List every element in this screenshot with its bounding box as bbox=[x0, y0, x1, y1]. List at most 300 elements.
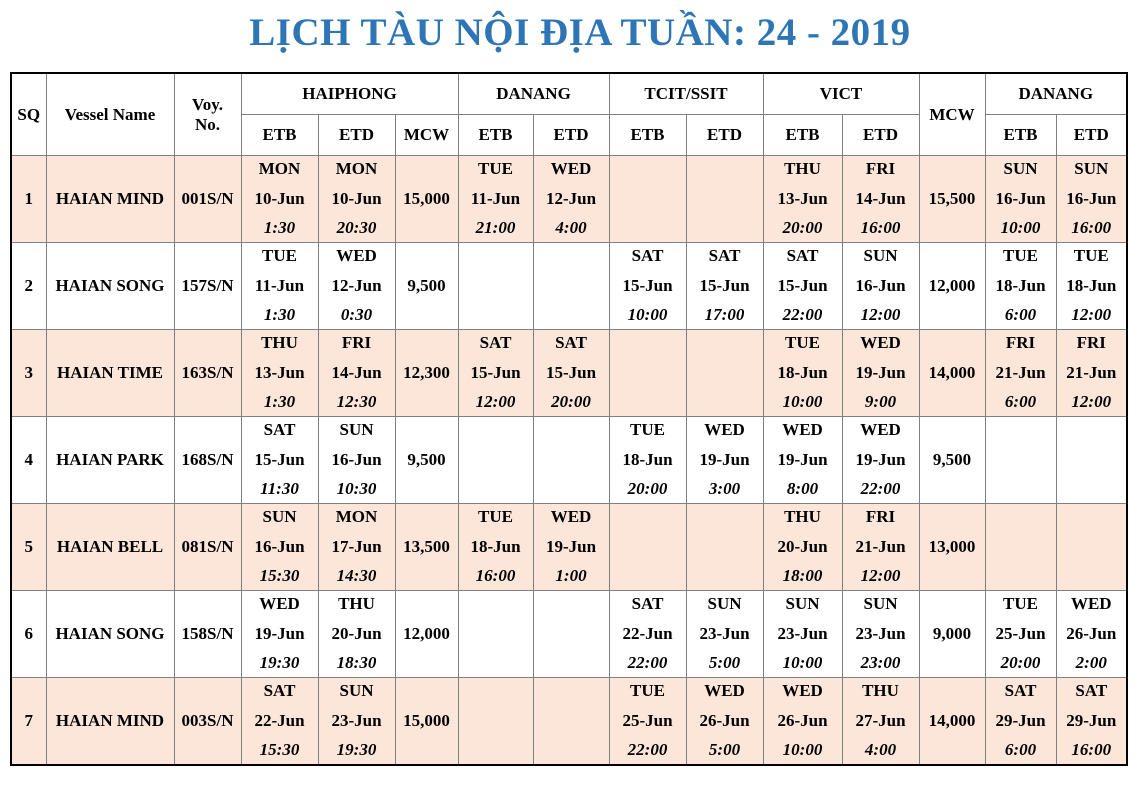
col-header-sq: SQ bbox=[11, 73, 46, 156]
haiphong-etb-day: SAT bbox=[263, 420, 296, 439]
danang-etb-day: TUE bbox=[478, 159, 513, 178]
vessel-name: HAIAN BELL bbox=[56, 537, 164, 556]
danang-etd-time: 4:00 bbox=[555, 218, 587, 238]
voy-label-line1: Voy. bbox=[191, 94, 224, 114]
table-row bbox=[11, 243, 1127, 330]
voyage-number: 158S/N bbox=[181, 624, 234, 643]
danang-etd-cell bbox=[533, 330, 609, 417]
tcit-etb-day: SAT bbox=[631, 246, 664, 265]
danang-etd-day: WED bbox=[550, 159, 592, 178]
tcit-etb-day: TUE bbox=[630, 420, 665, 439]
vict-etd-day: SUN bbox=[863, 594, 898, 613]
danang-etb-day: SAT bbox=[479, 333, 512, 352]
tcit-etd-day: WED bbox=[704, 681, 745, 700]
tcit-etd-time: 3:00 bbox=[708, 479, 741, 499]
row-sq-cell bbox=[11, 591, 46, 678]
haiphong-mcw-cell bbox=[395, 156, 458, 243]
tcit-etd-cell bbox=[686, 504, 763, 591]
vict-etb-date: 23-Jun bbox=[777, 623, 828, 643]
haiphong-mcw: 12,000 bbox=[403, 624, 450, 643]
haiphong-etd-date: 20-Jun bbox=[331, 623, 382, 643]
row-sq-cell bbox=[11, 330, 46, 417]
danang2-etd-date: 26-Jun bbox=[1066, 623, 1117, 643]
row-sq: 1 bbox=[24, 189, 33, 208]
vict-etb-cell bbox=[763, 243, 842, 330]
tcit-etb-date: 15-Jun bbox=[622, 275, 673, 295]
voyage-number-cell bbox=[174, 417, 241, 504]
danang2-etd-date: 16-Jun bbox=[1066, 188, 1117, 208]
haiphong-etb-day: MON bbox=[258, 159, 301, 178]
vessel-name: HAIAN MIND bbox=[55, 711, 165, 730]
haiphong-etd-cell bbox=[318, 591, 395, 678]
tcit-etb-date: 25-Jun bbox=[622, 710, 673, 730]
tcit-etd-date: 15-Jun bbox=[699, 275, 750, 295]
haiphong-etb-date: 16-Jun bbox=[254, 536, 305, 556]
col-header-etd: ETD bbox=[533, 115, 609, 156]
col-header-voy bbox=[174, 73, 241, 156]
danang-etb-time: 12:00 bbox=[475, 392, 516, 412]
vict-etb-cell bbox=[763, 504, 842, 591]
danang-etb-cell bbox=[458, 243, 533, 330]
danang2-etb-cell bbox=[985, 417, 1056, 504]
header-row-groups bbox=[11, 73, 1127, 115]
danang-etd-day: SAT bbox=[555, 333, 587, 352]
tcit-etb-time: 20:00 bbox=[627, 479, 668, 499]
tcit-etd-date: 26-Jun bbox=[699, 710, 750, 730]
haiphong-etd-cell bbox=[318, 417, 395, 504]
haiphong-etb-time: 1:30 bbox=[263, 218, 296, 238]
haiphong-etd-cell bbox=[318, 678, 395, 766]
haiphong-etd-date: 12-Jun bbox=[331, 275, 382, 295]
haiphong-etd-time: 14:30 bbox=[336, 566, 377, 586]
danang2-etd-day: WED bbox=[1070, 594, 1112, 613]
col-header-vessel: Vessel Name bbox=[46, 73, 174, 156]
danang2-etd-cell bbox=[1056, 417, 1127, 504]
danang-etd-date: 19-Jun bbox=[545, 536, 597, 556]
tcit-etb-time: 22:00 bbox=[627, 653, 668, 673]
haiphong-etd-day: THU bbox=[338, 594, 375, 613]
vict-etd-date: 23-Jun bbox=[855, 623, 906, 643]
vict-etb-date: 19-Jun bbox=[777, 449, 828, 469]
tcit-etd-cell bbox=[686, 243, 763, 330]
danang2-etd-time: 12:00 bbox=[1071, 305, 1112, 325]
vict-etd-cell bbox=[842, 417, 919, 504]
vessel-name: HAIAN PARK bbox=[56, 450, 164, 469]
haiphong-etb-cell bbox=[241, 417, 318, 504]
tcit-etd-time: 5:00 bbox=[708, 740, 741, 760]
table-row bbox=[11, 330, 1127, 417]
danang-etb-cell bbox=[458, 504, 533, 591]
danang2-etb-time: 10:00 bbox=[1000, 218, 1041, 238]
haiphong-etb-cell bbox=[241, 678, 318, 766]
voyage-number-cell bbox=[174, 330, 241, 417]
mcw-cell bbox=[919, 156, 985, 243]
danang-etd-time: 1:00 bbox=[555, 566, 587, 586]
haiphong-etd-cell bbox=[318, 330, 395, 417]
vict-etd-day: THU bbox=[862, 681, 899, 700]
vict-etd-cell bbox=[842, 243, 919, 330]
tcit-etb-cell bbox=[609, 678, 686, 766]
vict-etd-cell bbox=[842, 678, 919, 766]
danang2-etb-cell bbox=[985, 330, 1056, 417]
col-header-etb: ETB bbox=[458, 115, 533, 156]
danang-etb-date: 15-Jun bbox=[470, 362, 521, 382]
vessel-name-cell bbox=[46, 504, 174, 591]
danang2-etd-time: 16:00 bbox=[1071, 218, 1112, 238]
haiphong-etb-day: SAT bbox=[263, 681, 296, 700]
tcit-etb-time: 10:00 bbox=[627, 305, 668, 325]
tcit-etb-date: 22-Jun bbox=[622, 623, 673, 643]
tcit-etd-date: 23-Jun bbox=[699, 623, 750, 643]
haiphong-mcw-cell bbox=[395, 243, 458, 330]
voyage-number-cell bbox=[174, 591, 241, 678]
danang-etb-cell bbox=[458, 591, 533, 678]
vict-etd-date: 19-Jun bbox=[855, 449, 906, 469]
tcit-etd-time: 17:00 bbox=[704, 305, 745, 325]
tcit-etd-day: SUN bbox=[707, 594, 742, 613]
danang2-etd-cell bbox=[1056, 156, 1127, 243]
tcit-etb-day: SAT bbox=[631, 594, 664, 613]
danang2-etb-day: TUE bbox=[1003, 594, 1038, 613]
haiphong-mcw: 15,000 bbox=[403, 189, 450, 208]
danang2-etd-day: SAT bbox=[1075, 681, 1108, 700]
group-header-tcit: TCIT/SSIT bbox=[609, 73, 763, 115]
tcit-etd-time: 5:00 bbox=[708, 653, 741, 673]
haiphong-mcw: 12,300 bbox=[403, 363, 450, 382]
haiphong-etd-cell bbox=[318, 243, 395, 330]
vict-etd-cell bbox=[842, 591, 919, 678]
vict-etd-time: 22:00 bbox=[860, 479, 901, 499]
danang2-etd-date: 18-Jun bbox=[1066, 275, 1117, 295]
haiphong-etb-date: 11-Jun bbox=[254, 275, 305, 295]
danang2-etb-date: 16-Jun bbox=[995, 188, 1046, 208]
haiphong-etd-day: SUN bbox=[339, 681, 374, 700]
col-header-mcw: MCW bbox=[919, 73, 985, 156]
col-header-etd: ETD bbox=[686, 115, 763, 156]
tcit-etd-cell bbox=[686, 678, 763, 766]
danang2-etd-day: TUE bbox=[1073, 246, 1109, 265]
voyage-number: 157S/N bbox=[181, 276, 234, 295]
danang2-etb-cell bbox=[985, 243, 1056, 330]
haiphong-etd-time: 12:30 bbox=[336, 392, 377, 412]
col-header-etd: ETD bbox=[318, 115, 395, 156]
vict-etd-date: 16-Jun bbox=[855, 275, 906, 295]
mcw-cell bbox=[919, 678, 985, 766]
vessel-name-cell bbox=[46, 156, 174, 243]
vict-etd-date: 19-Jun bbox=[855, 362, 906, 382]
vict-etd-time: 23:00 bbox=[860, 653, 901, 673]
tcit-etb-cell bbox=[609, 243, 686, 330]
mcw: 14,000 bbox=[928, 363, 976, 382]
haiphong-etb-date: 10-Jun bbox=[254, 188, 305, 208]
group-header-danang-2: DANANG bbox=[985, 73, 1127, 115]
haiphong-etd-date: 23-Jun bbox=[331, 710, 382, 730]
vict-etb-day: SUN bbox=[785, 594, 820, 613]
vict-etb-time: 10:00 bbox=[782, 392, 823, 412]
vict-etd-cell bbox=[842, 156, 919, 243]
danang-etd-cell bbox=[533, 678, 609, 766]
vict-etd-date: 21-Jun bbox=[855, 536, 906, 556]
vessel-name: HAIAN SONG bbox=[55, 276, 165, 295]
vessel-name-cell bbox=[46, 330, 174, 417]
mcw: 13,000 bbox=[928, 537, 976, 556]
row-sq: 6 bbox=[24, 624, 33, 643]
danang-etd-cell bbox=[533, 591, 609, 678]
vict-etb-day: WED bbox=[782, 420, 823, 439]
table-row bbox=[11, 156, 1127, 243]
danang2-etb-cell bbox=[985, 678, 1056, 766]
haiphong-etb-cell bbox=[241, 243, 318, 330]
mcw-cell bbox=[919, 243, 985, 330]
voyage-number: 168S/N bbox=[181, 450, 234, 469]
danang2-etd-day: FRI bbox=[1076, 333, 1106, 352]
haiphong-etd-day: FRI bbox=[341, 333, 372, 352]
haiphong-etb-cell bbox=[241, 504, 318, 591]
tcit-etb-cell bbox=[609, 591, 686, 678]
haiphong-etb-cell bbox=[241, 330, 318, 417]
haiphong-etb-date: 13-Jun bbox=[254, 362, 305, 382]
danang2-etb-day: SUN bbox=[1003, 159, 1038, 178]
haiphong-etb-cell bbox=[241, 591, 318, 678]
danang2-etb-time: 6:00 bbox=[1004, 740, 1037, 760]
row-sq: 5 bbox=[24, 537, 33, 556]
vict-etd-day: SUN bbox=[863, 246, 898, 265]
danang2-etd-cell bbox=[1056, 591, 1127, 678]
row-sq-cell bbox=[11, 417, 46, 504]
voyage-number-cell bbox=[174, 243, 241, 330]
vict-etb-cell bbox=[763, 591, 842, 678]
tcit-etb-cell bbox=[609, 504, 686, 591]
vict-etb-cell bbox=[763, 330, 842, 417]
mcw-cell bbox=[919, 417, 985, 504]
danang-etd-date: 12-Jun bbox=[545, 188, 597, 208]
schedule-table bbox=[10, 72, 1128, 766]
voyage-number-cell bbox=[174, 156, 241, 243]
haiphong-mcw: 9,500 bbox=[407, 450, 446, 469]
mcw: 9,000 bbox=[932, 624, 972, 643]
schedule-body bbox=[11, 156, 1127, 766]
danang2-etb-cell bbox=[985, 156, 1056, 243]
danang2-etd-time: 2:00 bbox=[1075, 653, 1107, 673]
tcit-etd-day: SAT bbox=[708, 246, 741, 265]
danang-etb-date: 18-Jun bbox=[470, 536, 521, 556]
vict-etd-time: 12:00 bbox=[860, 305, 901, 325]
danang2-etb-time: 20:00 bbox=[1000, 653, 1041, 673]
vict-etb-cell bbox=[763, 417, 842, 504]
danang2-etd-cell bbox=[1056, 243, 1127, 330]
danang-etd-cell bbox=[533, 156, 609, 243]
vict-etb-time: 10:00 bbox=[782, 740, 823, 760]
vict-etb-day: THU bbox=[784, 507, 821, 526]
vict-etb-date: 20-Jun bbox=[777, 536, 828, 556]
table-row bbox=[11, 504, 1127, 591]
haiphong-mcw-cell bbox=[395, 504, 458, 591]
haiphong-etb-time: 19:30 bbox=[259, 653, 300, 673]
danang-etd-day: WED bbox=[550, 507, 592, 526]
haiphong-etb-day: SUN bbox=[262, 507, 297, 526]
vict-etb-date: 13-Jun bbox=[777, 188, 828, 208]
haiphong-etb-day: TUE bbox=[262, 246, 297, 265]
danang2-etd-time: 12:00 bbox=[1071, 392, 1112, 412]
tcit-etd-day: WED bbox=[704, 420, 745, 439]
vict-etd-time: 12:00 bbox=[860, 566, 901, 586]
vict-etd-day: WED bbox=[860, 420, 901, 439]
haiphong-mcw-cell bbox=[395, 330, 458, 417]
row-sq: 2 bbox=[24, 276, 33, 295]
tcit-etd-date: 19-Jun bbox=[699, 449, 750, 469]
danang2-etb-date: 18-Jun bbox=[995, 275, 1046, 295]
row-sq-cell bbox=[11, 156, 46, 243]
haiphong-etd-time: 0:30 bbox=[340, 305, 373, 325]
vessel-name-cell bbox=[46, 243, 174, 330]
mcw: 15,500 bbox=[928, 189, 976, 208]
col-header-mcw: MCW bbox=[395, 115, 458, 156]
tcit-etb-time: 22:00 bbox=[627, 740, 668, 760]
vessel-name-cell bbox=[46, 591, 174, 678]
vict-etd-time: 4:00 bbox=[864, 740, 897, 760]
vict-etb-date: 18-Jun bbox=[777, 362, 828, 382]
vict-etb-time: 8:00 bbox=[786, 479, 819, 499]
danang2-etb-date: 25-Jun bbox=[995, 623, 1046, 643]
danang2-etd-day: SUN bbox=[1074, 159, 1109, 178]
haiphong-etd-day: WED bbox=[336, 246, 377, 265]
danang-etd-date: 15-Jun bbox=[545, 362, 597, 382]
tcit-etb-date: 18-Jun bbox=[622, 449, 673, 469]
vict-etb-time: 22:00 bbox=[782, 305, 823, 325]
row-sq-cell bbox=[11, 504, 46, 591]
table-row bbox=[11, 417, 1127, 504]
mcw: 9,500 bbox=[932, 450, 972, 469]
row-sq: 4 bbox=[24, 450, 33, 469]
vict-etd-date: 14-Jun bbox=[855, 188, 906, 208]
haiphong-etb-cell bbox=[241, 156, 318, 243]
vessel-name-cell bbox=[46, 417, 174, 504]
page-title: LỊCH TÀU NỘI ĐỊA TUẦN: 24 - 2019 bbox=[249, 11, 911, 54]
vict-etb-time: 20:00 bbox=[782, 218, 823, 238]
haiphong-etb-time: 15:30 bbox=[259, 740, 300, 760]
danang-etb-cell bbox=[458, 417, 533, 504]
group-header-danang: DANANG bbox=[458, 73, 609, 115]
vict-etd-day: FRI bbox=[865, 159, 896, 178]
mcw-cell bbox=[919, 504, 985, 591]
tcit-etb-cell bbox=[609, 330, 686, 417]
vict-etd-cell bbox=[842, 330, 919, 417]
vict-etb-cell bbox=[763, 678, 842, 766]
vessel-name: HAIAN SONG bbox=[55, 624, 165, 643]
vict-etb-date: 15-Jun bbox=[777, 275, 828, 295]
vict-etd-day: FRI bbox=[865, 507, 896, 526]
haiphong-etb-time: 15:30 bbox=[259, 566, 300, 586]
voyage-number: 163S/N bbox=[181, 363, 234, 382]
vict-etd-time: 9:00 bbox=[864, 392, 897, 412]
danang-etb-cell bbox=[458, 330, 533, 417]
danang-etb-day: TUE bbox=[478, 507, 513, 526]
vict-etb-cell bbox=[763, 156, 842, 243]
danang-etb-time: 21:00 bbox=[475, 218, 516, 238]
row-sq-cell bbox=[11, 678, 46, 766]
group-header-vict: VICT bbox=[763, 73, 919, 115]
voyage-number-cell bbox=[174, 678, 241, 766]
danang2-etb-cell bbox=[985, 504, 1056, 591]
tcit-etd-cell bbox=[686, 591, 763, 678]
table-row bbox=[11, 591, 1127, 678]
col-header-etb: ETB bbox=[985, 115, 1056, 156]
haiphong-etd-date: 14-Jun bbox=[331, 362, 382, 382]
haiphong-etd-cell bbox=[318, 156, 395, 243]
vict-etb-day: TUE bbox=[785, 333, 820, 352]
danang2-etd-cell bbox=[1056, 330, 1127, 417]
haiphong-mcw-cell bbox=[395, 591, 458, 678]
mcw: 14,000 bbox=[928, 711, 976, 730]
haiphong-etd-day: SUN bbox=[339, 420, 374, 439]
danang2-etb-date: 29-Jun bbox=[995, 710, 1046, 730]
row-sq: 3 bbox=[24, 363, 33, 382]
vessel-name-cell bbox=[46, 678, 174, 766]
danang-etd-time: 20:00 bbox=[551, 392, 591, 412]
col-header-etd: ETD bbox=[1056, 115, 1127, 156]
danang2-etb-time: 6:00 bbox=[1004, 305, 1037, 325]
mcw-cell bbox=[919, 330, 985, 417]
voyage-number: 003S/N bbox=[181, 711, 234, 730]
tcit-etd-cell bbox=[686, 330, 763, 417]
danang2-etb-day: TUE bbox=[1003, 246, 1038, 265]
danang2-etb-day: SAT bbox=[1004, 681, 1037, 700]
voy-label-line2: No. bbox=[194, 114, 221, 134]
haiphong-etd-date: 16-Jun bbox=[331, 449, 382, 469]
haiphong-etb-time: 1:30 bbox=[263, 392, 296, 412]
haiphong-mcw: 13,500 bbox=[403, 537, 450, 556]
haiphong-etd-time: 19:30 bbox=[336, 740, 377, 760]
haiphong-etd-day: MON bbox=[335, 159, 378, 178]
mcw: 12,000 bbox=[928, 276, 976, 295]
mcw-cell bbox=[919, 591, 985, 678]
danang2-etb-time: 6:00 bbox=[1004, 392, 1037, 412]
row-sq: 7 bbox=[24, 711, 33, 730]
danang-etd-cell bbox=[533, 417, 609, 504]
danang-etb-cell bbox=[458, 156, 533, 243]
haiphong-etb-time: 1:30 bbox=[263, 305, 296, 325]
danang-etd-cell bbox=[533, 504, 609, 591]
danang2-etb-cell bbox=[985, 591, 1056, 678]
group-header-haiphong: HAIPHONG bbox=[241, 73, 458, 115]
tcit-etb-cell bbox=[609, 156, 686, 243]
col-header-etd: ETD bbox=[842, 115, 919, 156]
voyage-number: 081S/N bbox=[181, 537, 234, 556]
haiphong-etd-time: 20:30 bbox=[336, 218, 377, 238]
danang-etb-time: 16:00 bbox=[475, 566, 516, 586]
table-row bbox=[11, 678, 1127, 766]
haiphong-etb-day: THU bbox=[261, 333, 298, 352]
tcit-etb-cell bbox=[609, 417, 686, 504]
vessel-name: HAIAN MIND bbox=[55, 189, 165, 208]
vict-etd-cell bbox=[842, 504, 919, 591]
danang-etb-date: 11-Jun bbox=[470, 188, 521, 208]
tcit-etd-cell bbox=[686, 156, 763, 243]
haiphong-etb-date: 22-Jun bbox=[254, 710, 305, 730]
danang2-etd-cell bbox=[1056, 678, 1127, 766]
vict-etd-time: 16:00 bbox=[860, 218, 901, 238]
col-header-etb: ETB bbox=[609, 115, 686, 156]
vict-etb-time: 18:00 bbox=[782, 566, 823, 586]
vict-etb-date: 26-Jun bbox=[777, 710, 828, 730]
vict-etd-date: 27-Jun bbox=[855, 710, 906, 730]
danang-etb-cell bbox=[458, 678, 533, 766]
danang2-etb-day: FRI bbox=[1005, 333, 1036, 352]
haiphong-etd-cell bbox=[318, 504, 395, 591]
haiphong-mcw-cell bbox=[395, 417, 458, 504]
haiphong-etd-date: 17-Jun bbox=[331, 536, 382, 556]
danang2-etd-time: 16:00 bbox=[1071, 740, 1112, 760]
